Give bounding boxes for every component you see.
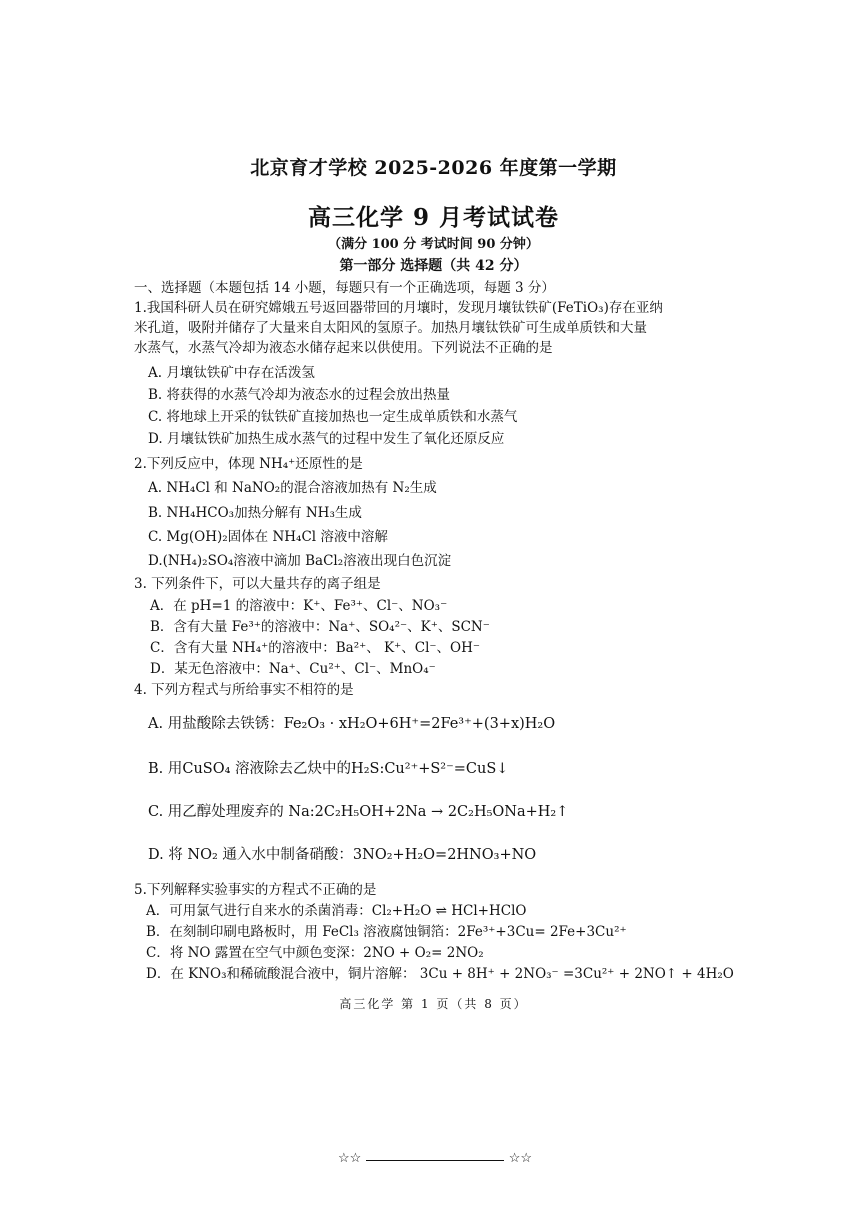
q3-option-a: A．在 pH=1 的溶液中：K⁺、Fe³⁺、Cl⁻、NO₃⁻ (150, 598, 448, 614)
q5-option-c: C．将 NO 露置在空气中颜色变深：2NO + O₂= 2NO₂ (146, 945, 484, 961)
q1-option-a: A. 月壤钛铁矿中存在活泼氢 (148, 365, 315, 381)
q2-option-d: D.(NH₄)₂SO₄溶液中滴加 BaCl₂溶液出现白色沉淀 (148, 553, 452, 569)
q4-option-b: B. 用CuSO₄ 溶液除去乙炔中的H₂S:Cu²⁺+S²⁻=CuS↓ (148, 761, 509, 777)
q1-option-b: B. 将获得的水蒸气冷却为液态水的过程会放出热量 (148, 387, 451, 403)
q2-option-c: C. Mg(OH)₂固体在 NH₄Cl 溶液中溶解 (148, 529, 388, 545)
q1-stem-line1: 1.我国科研人员在研究嫦娥五号返回器带回的月壤时，发现月壤钛铁矿(FeTiO₃)存在亚纳 (134, 300, 663, 316)
q1-option-c: C. 将地球上开采的钛铁矿直接加热也一定生成单质铁和水蒸气 (148, 409, 518, 425)
star-left-icon: ☆☆ (338, 1151, 362, 1166)
q1-stem-line2: 米孔道，吸附并储存了大量来自太阳风的氢原子。加热月壤钛铁矿可生成单质铁和大量 (134, 320, 647, 336)
part-heading: 第一部分 选择题（共 42 分） (339, 258, 528, 274)
exam-meta: （满分 100 分 考试时间 90 分钟） (328, 237, 539, 252)
q4-stem: 4. 下列方程式与所给事实不相符的是 (134, 682, 354, 698)
q2-option-a: A. NH₄Cl 和 NaNO₂的混合溶液加热有 N₂生成 (148, 480, 437, 496)
q3-option-c: C．含有大量 NH₄⁺的溶液中：Ba²⁺、 K⁺、Cl⁻、OH⁻ (150, 640, 480, 656)
q1-stem-line3: 水蒸气，水蒸气冷却为液态水储存起来以供使用。下列说法不正确的是 (134, 340, 553, 356)
star-right-icon: ☆☆ (508, 1151, 532, 1166)
school-header: 北京育才学校 2025-2026 年度第一学期 (250, 157, 617, 179)
q3-option-d: D．某无色溶液中：Na⁺、Cu²⁺、Cl⁻、MnO₄⁻ (150, 661, 436, 677)
section-intro: 一、选择题（本题包括 14 小题，每题只有一个正确选项，每题 3 分） (134, 280, 555, 296)
q4-option-d: D. 将 NO₂ 通入水中制备硝酸：3NO₂+H₂O=2HNO₃+NO (148, 847, 537, 863)
q2-stem: 2.下列反应中，体现 NH₄⁺还原性的是 (134, 456, 363, 472)
q3-option-b: B．含有大量 Fe³⁺的溶液中：Na⁺、SO₄²⁻、K⁺、SCN⁻ (150, 619, 490, 635)
q5-option-b: B．在刻制印刷电路板时，用 FeCl₃ 溶液腐蚀铜箔：2Fe³⁺+3Cu= 2Fe+3Cu²⁺ (146, 924, 627, 940)
bottom-decoration (0, 1151, 867, 1169)
page-footer: 高三化学 第 1 页（共 8 页） (339, 997, 528, 1011)
q3-stem: 3. 下列条件下，可以大量共存的离子组是 (134, 576, 381, 592)
q5-stem: 5.下列解释实验事实的方程式不正确的是 (134, 882, 377, 898)
exam-title: 高三化学 9 月考试试卷 (307, 204, 560, 231)
q5-option-a: A．可用氯气进行自来水的杀菌消毒：Cl₂+H₂O ⇌ HCl+HClO (146, 903, 527, 919)
q5-option-d: D．在 KNO₃和稀硫酸混合液中，铜片溶解： 3Cu + 8H⁺ + 2NO₃⁻ =3Cu²⁺ + 2NO↑ + 4H₂O (146, 966, 734, 982)
q2-option-b: B. NH₄HCO₃加热分解有 NH₃生成 (148, 505, 362, 521)
q4-option-c: C. 用乙醇处理废弃的 Na:2C₂H₅OH+2Na → 2C₂H₅ONa+H₂↑ (148, 804, 569, 820)
divider-line (366, 1160, 504, 1161)
q1-option-d: D. 月壤钛铁矿加热生成水蒸气的过程中发生了氧化还原反应 (148, 431, 505, 447)
q4-option-a: A. 用盐酸除去铁锈：Fe₂O₃ · xH₂O+6H⁺=2Fe³⁺+(3+x)H₂O (148, 716, 556, 732)
